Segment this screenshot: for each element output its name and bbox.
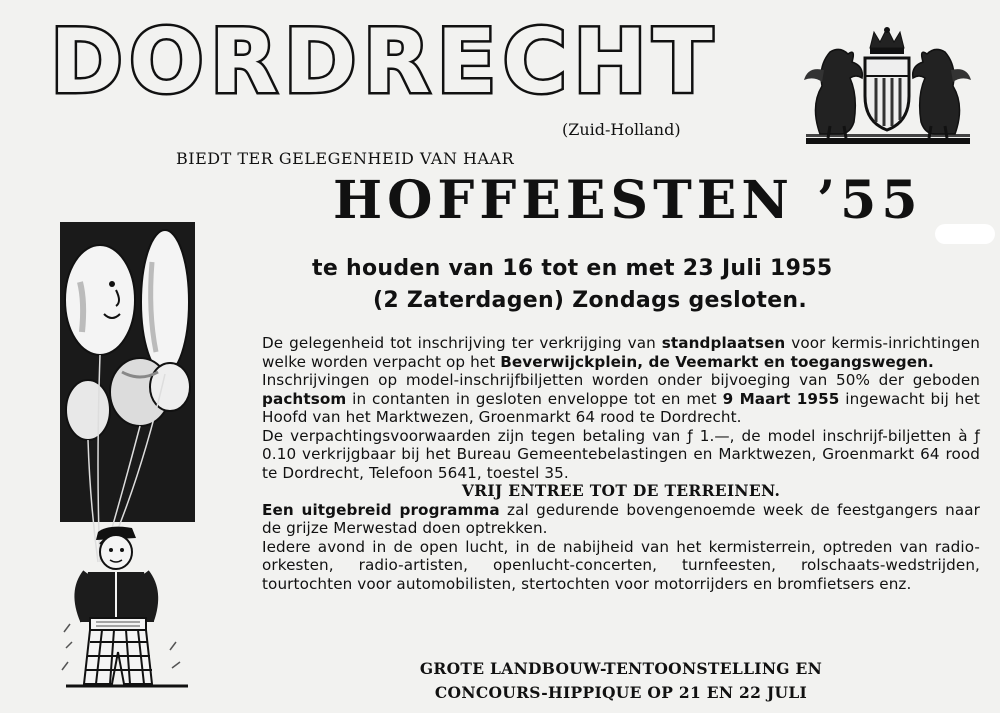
footer-line-1: GROTE LANDBOUW-TENTOONSTELLING EN	[419, 659, 823, 678]
region-label: (Zuid-Holland)	[562, 120, 681, 139]
paper-blemish	[935, 224, 995, 244]
free-entry-line: VRIJ ENTREE TOT DE TERREINEN.	[461, 481, 781, 500]
paragraph-standplaatsen: De gelegenheid tot inschrijving ter verkrijging van standplaatsen voor kermis-inrichtingen welke worden verpacht op het Beverwijckplein, de Veemarkt en toegangswegen.	[262, 334, 980, 371]
paragraph-voorwaarden: De verpachtingsvoorwaarden zijn tegen betaling van ƒ 1.—, de model inschrijf-biljetten à ƒ 0.10 verkrijgbaar bij het Bureau Gemeentebelastingen en Marktwezen, Groenmarkt 64 rood te Dordrecht, Telefoon 5641, toestel 35.	[262, 426, 980, 482]
coat-of-arms-icon	[800, 26, 975, 148]
city-title: DORDRECHT	[50, 10, 719, 113]
footer-line-2: CONCOURS-HIPPIQUE OP 21 EN 22 JULI	[434, 683, 808, 702]
balloon-vendor-illustration	[60, 222, 195, 692]
event-days: (2 Zaterdagen) Zondags gesloten.	[373, 288, 808, 313]
event-dates: te houden van 16 tot en met 23 Juli 1955	[312, 256, 833, 281]
event-title: HOFFEESTEN ’55	[333, 170, 923, 231]
paragraph-inschrijvingen: Inschrijvingen op model-inschrijfbiljetten worden onder bijvoeging van 50% der geboden pachtsom in contanten in gesloten enveloppe tot en met 9 Maart 1955 ingewacht bij het Hoofd van het Marktwezen, Groenmarkt 64 rood te Dordrecht.	[262, 371, 980, 426]
body-text	[262, 334, 980, 593]
footer-announcement	[262, 657, 980, 705]
intro-line: BIEDT TER GELEGENHEID VAN HAAR	[176, 149, 515, 168]
paragraph-programma: Een uitgebreid programma zal gedurende bovengenoemde week de feestgangers naar de grijze Merwestad doen optrekken.	[262, 500, 980, 537]
paragraph-avond: Iedere avond in de open lucht, in de nabijheid van het kermisterrein, optreden van radio-orkesten, radio-artisten, openlucht-concerten, turnfeesten, rolschaats-wedstrijden, tourtochten voor automobilisten, stertochten voor motorrijders en bromfietsers enz.	[262, 537, 980, 593]
